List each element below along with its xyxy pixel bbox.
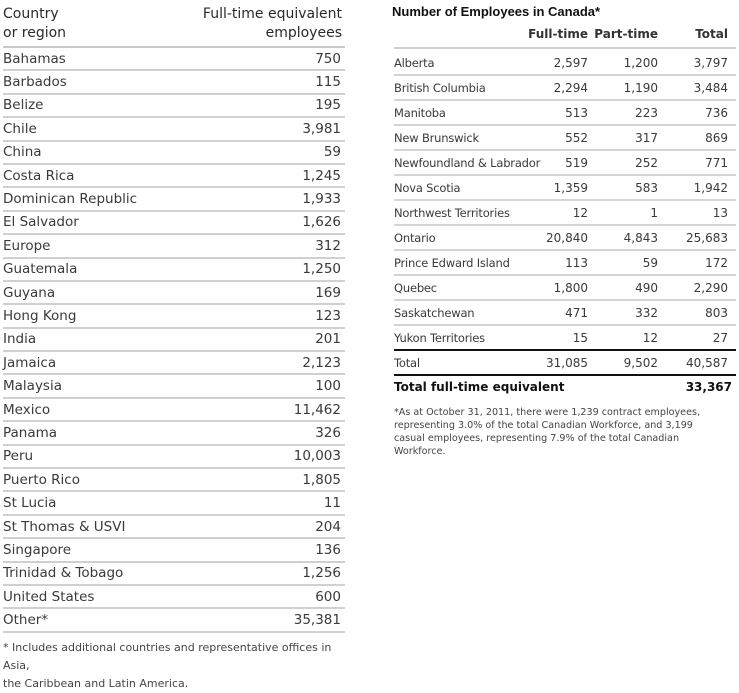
- canada-table-title: Number of Employees in Canada*: [392, 4, 601, 19]
- table-row: [3, 539, 345, 562]
- total-value: 1,942: [693, 180, 728, 195]
- full-time-value: 2,597: [553, 55, 588, 70]
- fte-value: 1,245: [302, 167, 341, 184]
- table-row: [3, 165, 345, 188]
- total-value: 13: [712, 205, 728, 220]
- country-name: El Salvador: [3, 214, 79, 231]
- full-time-value: 12: [572, 205, 588, 220]
- canada-table-body: [394, 51, 736, 351]
- fte-header-line2: employees: [265, 25, 342, 41]
- fte-value: 326: [315, 424, 341, 441]
- full-time-value: 1,359: [553, 180, 588, 195]
- total-value: 25,683: [686, 230, 728, 245]
- country-name: Bahamas: [3, 50, 66, 67]
- total-value: 869: [705, 130, 728, 145]
- part-time-value: 223: [635, 105, 658, 120]
- province-name: New Brunswick: [394, 130, 479, 145]
- canada-table-header: [394, 27, 736, 49]
- total-label: Total: [394, 355, 420, 370]
- country-name: Singapore: [3, 541, 72, 558]
- province-name: Newfoundland & Labrador: [394, 155, 541, 170]
- part-time-value: 332: [635, 305, 658, 320]
- table-row: [3, 305, 345, 328]
- canada-employees-table: [394, 4, 736, 458]
- table-row: [3, 399, 345, 422]
- footnote-line1: * Includes additional countries and representative offices in Asia,: [3, 640, 332, 672]
- table-row: [394, 101, 736, 126]
- table-row: [3, 188, 345, 211]
- table-row: [394, 76, 736, 101]
- table-row: [3, 329, 345, 352]
- country-name: Europe: [3, 237, 51, 254]
- province-name: Ontario: [394, 230, 436, 245]
- part-time-value: 4,843: [623, 230, 658, 245]
- province-name: Nova Scotia: [394, 180, 461, 195]
- province-name: Yukon Territories: [394, 330, 485, 345]
- table-row: [3, 118, 345, 141]
- full-time-value: 519: [565, 155, 588, 170]
- total-value: 3,484: [693, 80, 728, 95]
- table-row: [3, 563, 345, 586]
- full-time-value: 2,294: [553, 80, 588, 95]
- full-time-value: 552: [565, 130, 588, 145]
- table-row: [394, 326, 736, 351]
- fte-value: 35,381: [293, 612, 341, 629]
- province-column-header: [394, 27, 516, 41]
- part-time-value: 59: [642, 255, 658, 270]
- country-name: Peru: [3, 448, 34, 465]
- country-header-line2: or region: [3, 25, 67, 41]
- fte-value: 750: [315, 50, 341, 67]
- fte-value: 2,123: [302, 354, 341, 371]
- part-time-value: 1,200: [623, 55, 658, 70]
- total-value: 27: [712, 330, 728, 345]
- fte-value: 600: [315, 588, 341, 605]
- fte-value: 204: [315, 518, 341, 535]
- table-row: [3, 142, 345, 165]
- canada-table-footnote: *As at October 31, 2011, there were 1,239 contract employees, representing 3.0% of the total Canadian Workforce, and 3,199 casual employees, representing 7.9% of the total Canadian Workforce.: [394, 407, 701, 457]
- full-time-value: 20,840: [546, 230, 588, 245]
- table-row: [3, 422, 345, 445]
- total-value: 771: [705, 155, 728, 170]
- full-time-value: 113: [565, 255, 588, 270]
- country-name: Hong Kong: [3, 307, 77, 324]
- country-name: Other*: [3, 612, 49, 629]
- part-time-column-header: Part-time: [594, 27, 658, 41]
- total-total: 40,587: [686, 355, 728, 370]
- left-table-footnote: [3, 639, 345, 693]
- footnote-line2: the Caribbean and Latin America.: [3, 676, 189, 690]
- country-name: Costa Rica: [3, 167, 75, 184]
- country-name: China: [3, 144, 42, 161]
- table-row: [394, 126, 736, 151]
- fte-value: 201: [315, 331, 341, 348]
- table-row: [3, 212, 345, 235]
- table-row: [3, 71, 345, 94]
- left-table-header: [3, 5, 345, 48]
- country-name: Dominican Republic: [3, 191, 138, 208]
- table-row: [3, 95, 345, 118]
- table-row: [394, 226, 736, 251]
- full-time-value: 513: [565, 105, 588, 120]
- total-full-time: 31,085: [546, 355, 588, 370]
- part-time-value: 583: [635, 180, 658, 195]
- province-name: Prince Edward Island: [394, 255, 510, 270]
- table-row: [3, 492, 345, 515]
- part-time-value: 1,190: [623, 80, 658, 95]
- fte-value: 1,626: [302, 214, 341, 231]
- country-name: St Lucia: [3, 495, 57, 512]
- full-time-value: 1,800: [553, 280, 588, 295]
- total-fte-label: Total full-time equivalent: [394, 380, 565, 394]
- fte-value: 195: [315, 97, 341, 114]
- province-name: British Columbia: [394, 80, 486, 95]
- country-name: Puerto Rico: [3, 471, 80, 488]
- table-row: [3, 352, 345, 375]
- fte-column-header: [203, 5, 345, 43]
- province-name: Quebec: [394, 280, 437, 295]
- fte-value: 1,805: [302, 471, 341, 488]
- country-column-header: [3, 5, 66, 43]
- country-name: Chile: [3, 120, 37, 137]
- country-name: United States: [3, 588, 95, 605]
- table-row: [394, 176, 736, 201]
- full-time-column-header: Full-time: [528, 27, 588, 41]
- fte-value: 123: [315, 307, 341, 324]
- part-time-value: 252: [635, 155, 658, 170]
- part-time-value: 317: [635, 130, 658, 145]
- fte-value: 115: [315, 74, 341, 91]
- fte-value: 1,933: [302, 191, 341, 208]
- total-value: 2,290: [693, 280, 728, 295]
- fte-value: 100: [315, 378, 341, 395]
- total-fte-value: 33,367: [685, 380, 732, 394]
- fte-value: 11,462: [293, 401, 341, 418]
- table-row: [394, 276, 736, 301]
- country-name: Mexico: [3, 401, 51, 418]
- part-time-value: 1: [650, 205, 658, 220]
- total-value: 803: [705, 305, 728, 320]
- part-time-value: 12: [642, 330, 658, 345]
- total-value: 3,797: [693, 55, 728, 70]
- country-name: St Thomas & USVI: [3, 518, 126, 535]
- country-name: Panama: [3, 424, 58, 441]
- province-name: Northwest Territories: [394, 205, 510, 220]
- table-row: [3, 48, 345, 71]
- fte-value: 3,981: [302, 120, 341, 137]
- table-row: [3, 516, 345, 539]
- table-row: [3, 609, 345, 632]
- country-name: Belize: [3, 97, 44, 114]
- fte-header-line1: Full-time equivalent: [202, 6, 342, 22]
- fte-value: 1,250: [302, 261, 341, 278]
- country-name: Barbados: [3, 74, 67, 91]
- country-name: Jamaica: [3, 354, 57, 371]
- fte-value: 11: [323, 495, 341, 512]
- table-row: [394, 201, 736, 226]
- total-column-header: Total: [695, 27, 728, 41]
- left-table-body: [3, 48, 345, 633]
- country-name: Malaysia: [3, 378, 62, 395]
- full-time-value: 15: [572, 330, 588, 345]
- province-name: Saskatchewan: [394, 305, 475, 320]
- table-row: [3, 282, 345, 305]
- fte-value: 59: [323, 144, 341, 161]
- country-name: Trinidad & Tobago: [3, 565, 124, 582]
- table-row: [394, 151, 736, 176]
- fte-value: 10,003: [293, 448, 341, 465]
- total-fte-row: [394, 376, 736, 398]
- total-value: 172: [705, 255, 728, 270]
- table-row: [394, 251, 736, 276]
- province-name: Manitoba: [394, 105, 446, 120]
- country-header-line1: Country: [3, 6, 59, 22]
- table-row: [3, 446, 345, 469]
- table-row: [3, 259, 345, 282]
- table-row: [394, 301, 736, 326]
- table-row: [394, 51, 736, 76]
- part-time-value: 490: [635, 280, 658, 295]
- country-employees-table: [3, 5, 345, 693]
- fte-value: 1,256: [302, 565, 341, 582]
- total-part-time: 9,502: [623, 355, 658, 370]
- fte-value: 136: [315, 541, 341, 558]
- table-row: [3, 586, 345, 609]
- canada-total-row: [394, 351, 736, 376]
- fte-value: 312: [315, 237, 341, 254]
- total-value: 736: [705, 105, 728, 120]
- province-name: Alberta: [394, 55, 435, 70]
- table-row: [3, 375, 345, 398]
- table-row: [3, 469, 345, 492]
- table-row: [3, 235, 345, 258]
- country-name: Guyana: [3, 284, 56, 301]
- country-name: Guatemala: [3, 261, 78, 278]
- country-name: India: [3, 331, 37, 348]
- full-time-value: 471: [565, 305, 588, 320]
- fte-value: 169: [315, 284, 341, 301]
